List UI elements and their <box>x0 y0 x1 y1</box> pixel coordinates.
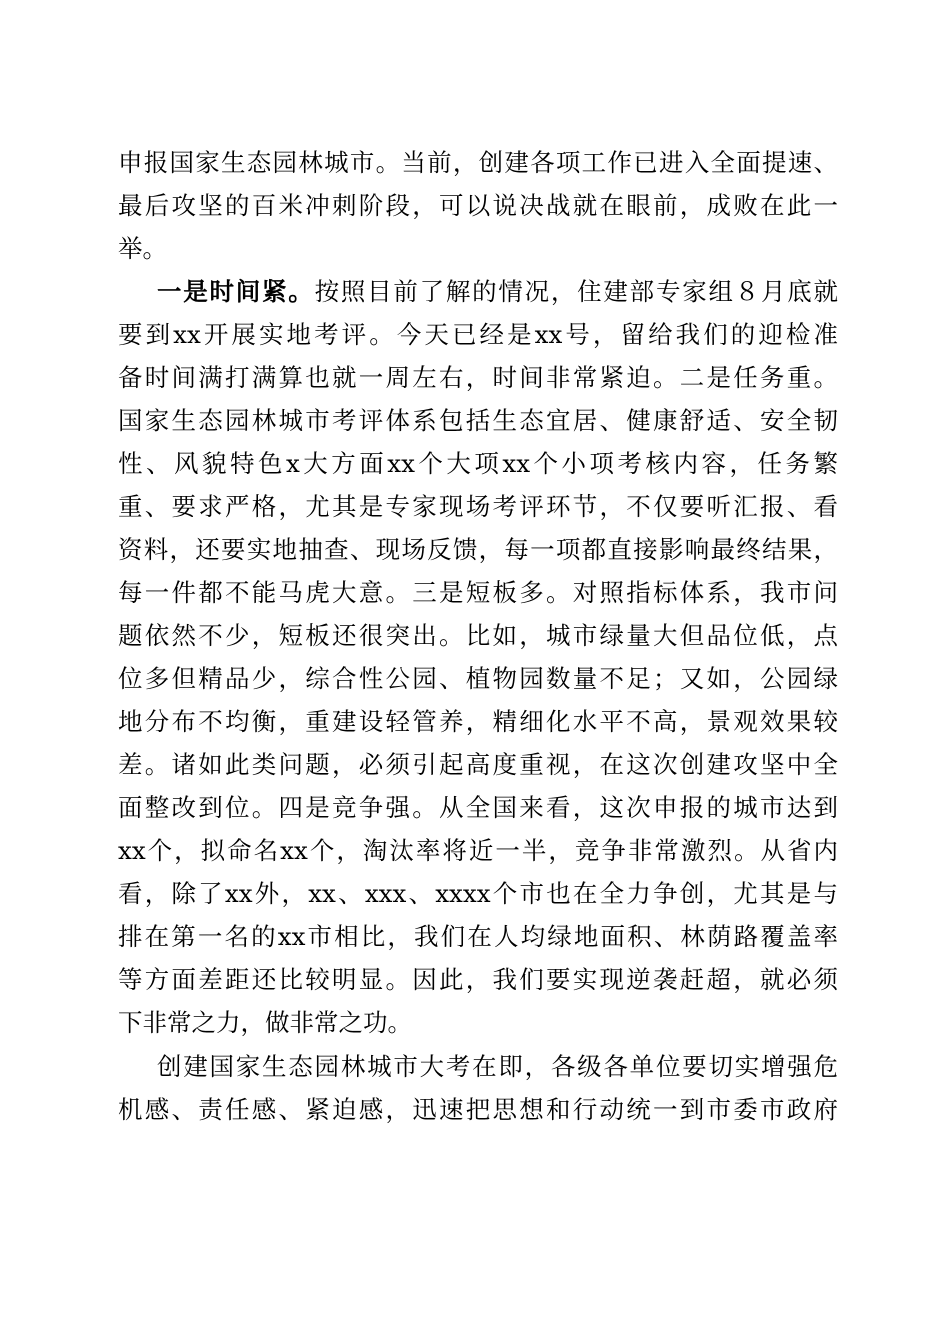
text-line-4-rest: 按照目前了解的情况，住建部专家组８月底就 <box>314 277 839 306</box>
text-line-8: 性、风貌特色x大方面xx个大项xx个小项考核内容，任务繁 <box>118 449 838 478</box>
bold-lead: 一是时间紧。 <box>157 277 315 306</box>
text-line-10: 资料，还要实地抽查、现场反馈，每一项都直接影响最终结果， <box>118 535 838 564</box>
text-line-2: 最后攻坚的百米冲刺阶段，可以说决战就在眼前，成败在此一 <box>118 191 838 220</box>
text-line-16: 面整改到位。四是竞争强。从全国来看，这次申报的城市达到 <box>118 793 838 822</box>
text-line-20: 等方面差距还比较明显。因此，我们要实现逆袭赶超，就必须 <box>118 965 838 994</box>
text-line-22: 创建国家生态园林城市大考在即，各级各单位要切实增强危 <box>157 1052 838 1081</box>
text-line-4 <box>157 277 838 307</box>
text-line-3: 举。 <box>118 234 167 263</box>
text-line-21: 下非常之力，做非常之功。 <box>118 1008 412 1037</box>
text-line-9: 重、要求严格，尤其是专家现场考评环节，不仅要听汇报、看 <box>118 492 838 521</box>
text-line-23: 机感、责任感、紧迫感，迅速把思想和行动统一到市委市政府 <box>118 1095 838 1124</box>
text-line-7: 国家生态园林城市考评体系包括生态宜居、健康舒适、安全韧 <box>118 406 838 435</box>
text-line-5: 要到xx开展实地考评。今天已经是xx号，留给我们的迎检准 <box>118 320 838 349</box>
text-line-11: 每一件都不能马虎大意。三是短板多。对照指标体系，我市问 <box>118 578 838 607</box>
text-line-12: 题依然不少，短板还很突出。比如，城市绿量大但品位低，点 <box>118 621 838 650</box>
text-line-15: 差。诸如此类问题，必须引起高度重视，在这次创建攻坚中全 <box>118 750 838 779</box>
text-line-14: 地分布不均衡，重建设轻管养，精细化水平不高，景观效果较 <box>118 707 838 736</box>
text-line-1: 申报国家生态园林城市。当前，创建各项工作已进入全面提速、 <box>118 148 838 177</box>
text-line-13: 位多但精品少，综合性公园、植物园数量不足；又如，公园绿 <box>118 664 838 693</box>
text-line-6: 备时间满打满算也就一周左右，时间非常紧迫。二是任务重。 <box>118 363 838 392</box>
text-line-17: xx个，拟命名xx个，淘汰率将近一半，竞争非常激烈。从省内 <box>118 836 838 865</box>
text-line-19: 排在第一名的xx市相比，我们在人均绿地面积、林荫路覆盖率 <box>118 922 838 951</box>
text-line-18: 看，除了xx外，xx、xxx、xxxx个市也在全力争创，尤其是与 <box>118 879 838 908</box>
